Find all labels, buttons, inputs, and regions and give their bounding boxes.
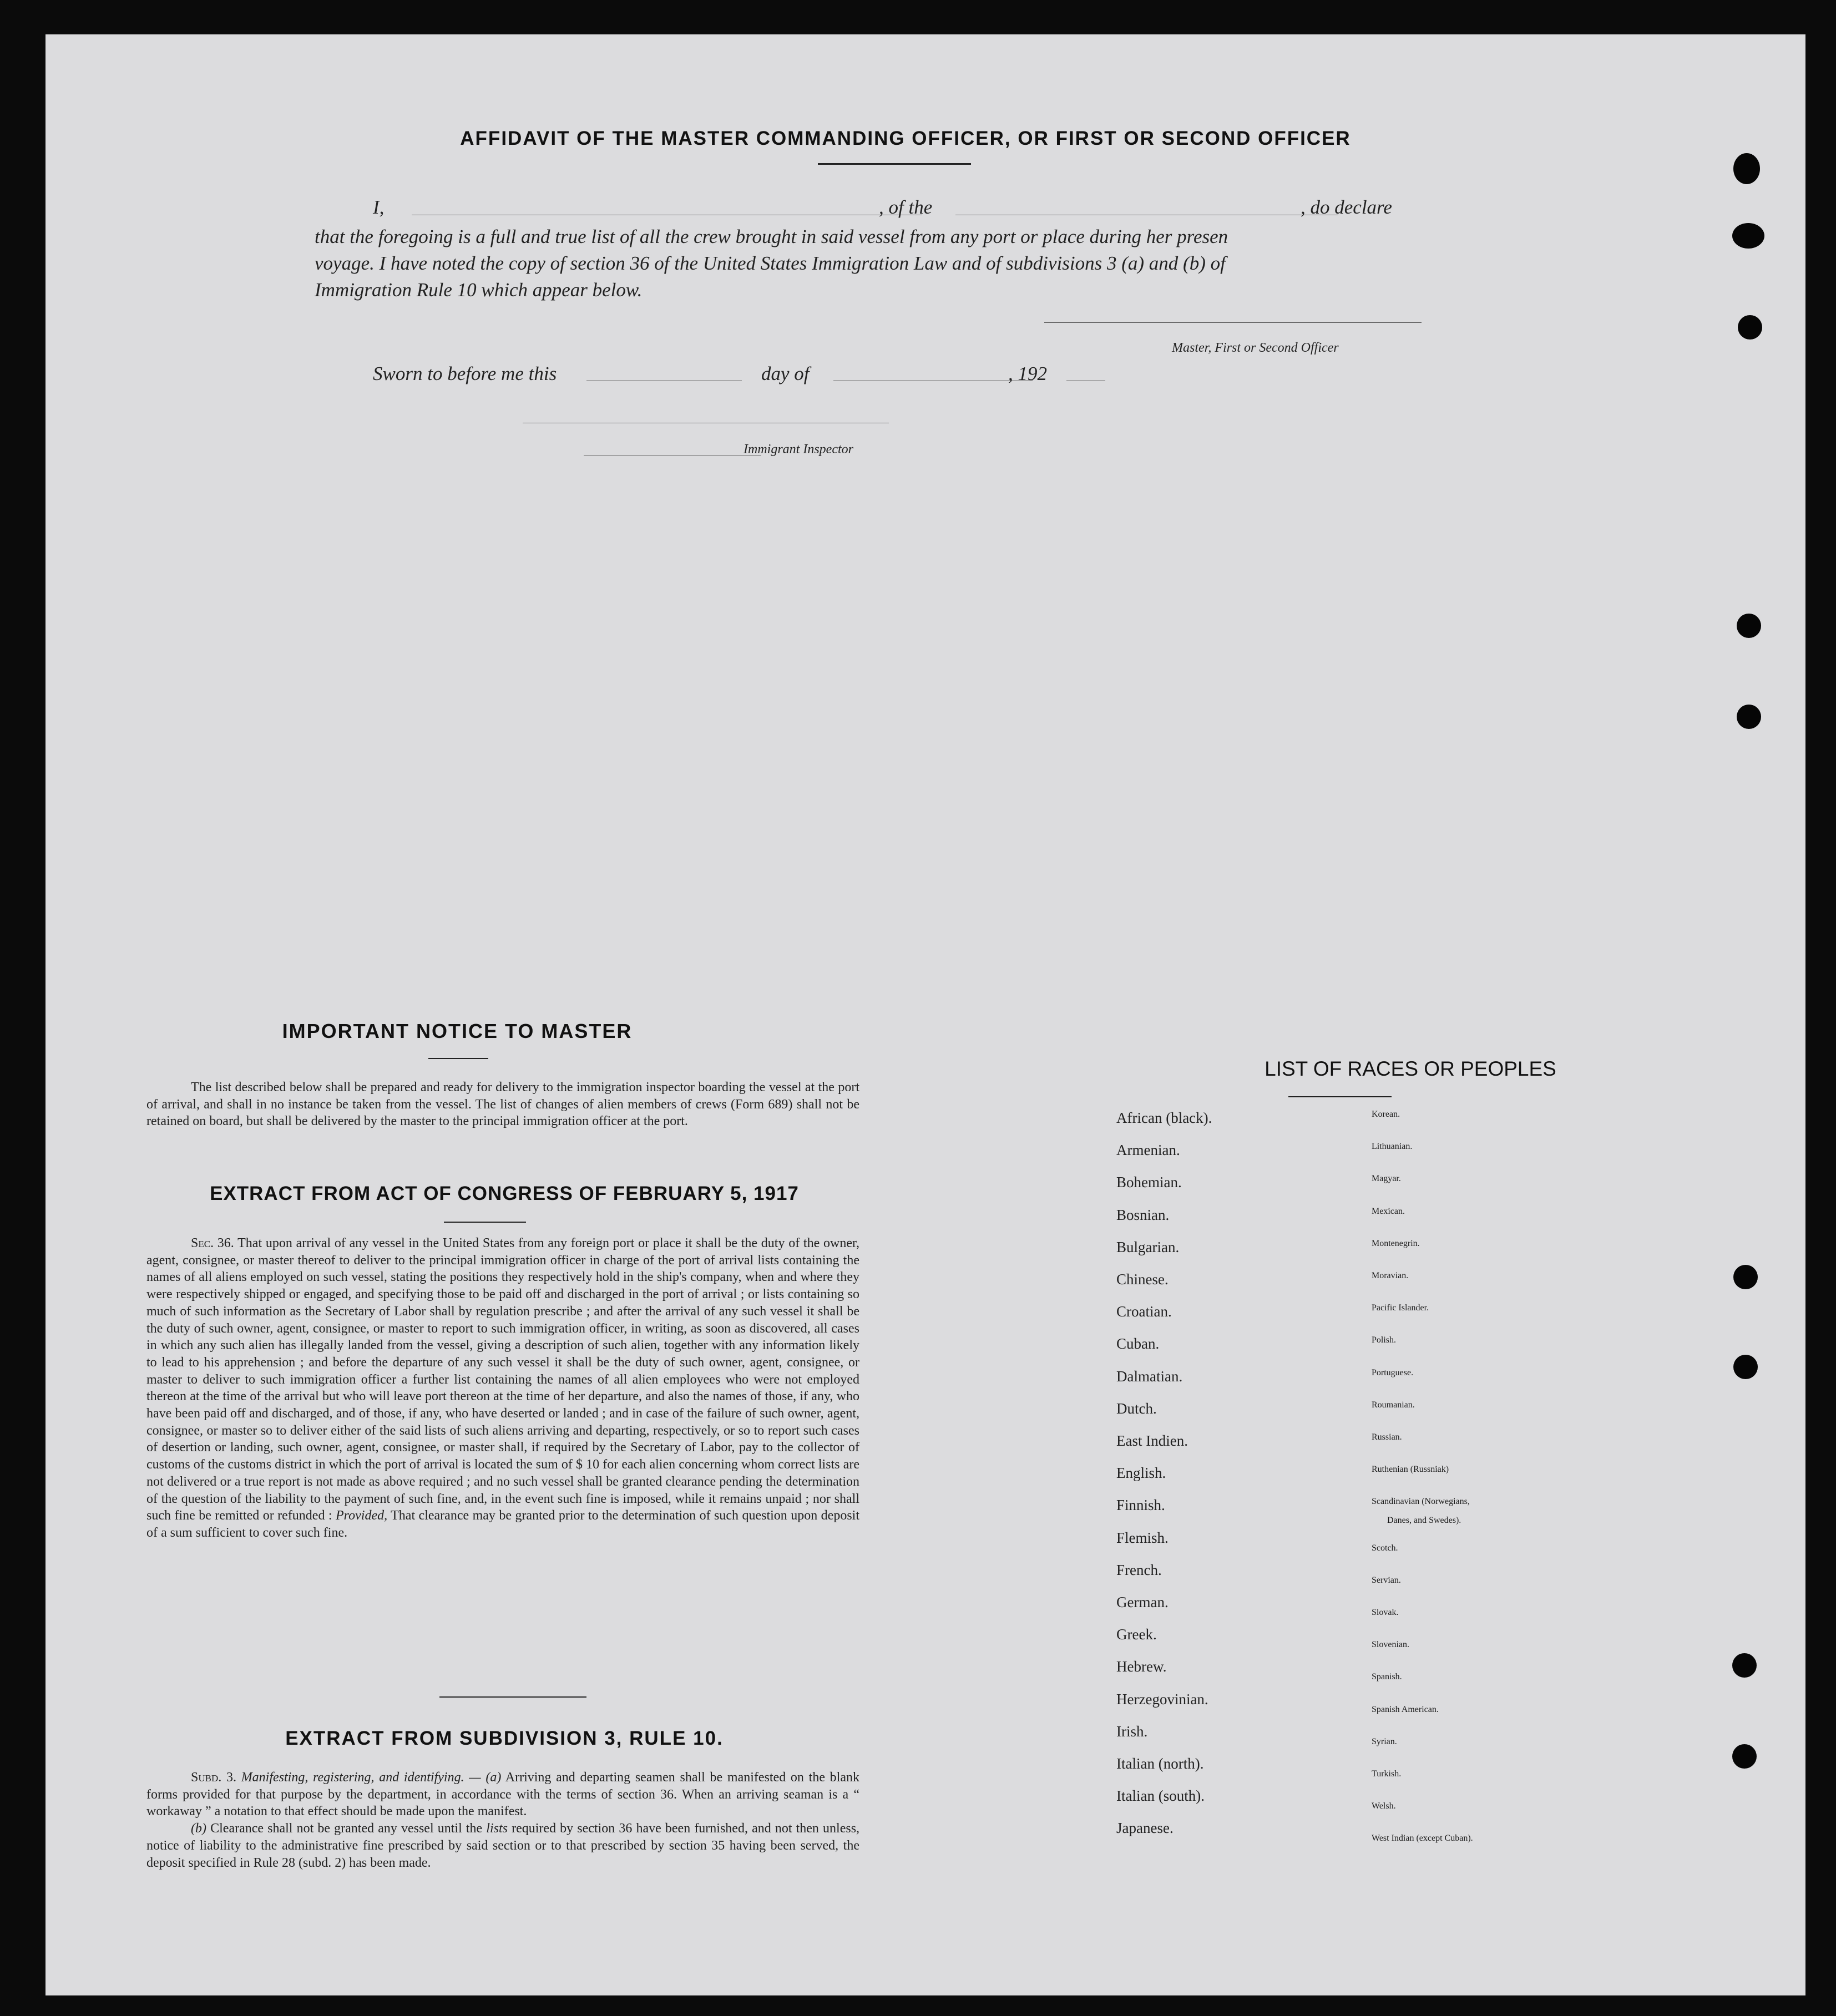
punch-hole	[1737, 614, 1761, 638]
para-b-text-1: Clearance shall not be granted any vessel until the	[210, 1821, 483, 1836]
race-item: Korean.	[1372, 1110, 1400, 1119]
punch-hole	[1732, 1744, 1757, 1769]
punch-hole	[1738, 315, 1762, 340]
race-item: Scandinavian (Norwegians,	[1372, 1497, 1470, 1507]
race-item: French.	[1116, 1561, 1162, 1578]
race-item: Servian.	[1372, 1575, 1401, 1585]
race-item: Lithuanian.	[1372, 1142, 1413, 1152]
para-a-text: Arriving and departing seamen shall be manifested on the blank forms provided for that purpose by the department, in accordance with the terms of section 36. When an arriving seaman is a “ workaway ” a notation to that effect should be made upon the manifest.	[146, 1770, 860, 1819]
race-item: Hebrew.	[1116, 1658, 1167, 1675]
affidavit-do-declare-label: , do declare	[1301, 196, 1392, 218]
race-item: Bulgarian.	[1116, 1238, 1180, 1255]
day-of-label: day of	[761, 363, 810, 384]
race-item: Scotch.	[1372, 1543, 1398, 1553]
race-item: Ruthenian (Russniak)	[1372, 1465, 1449, 1475]
race-item: Mexican.	[1372, 1206, 1405, 1216]
affidavit-body-line1: that the foregoing is a full and true list of all the crew brought in said vessel from any port or place during her presen	[315, 226, 1228, 247]
punch-hole	[1733, 153, 1760, 184]
race-item: Bosnian.	[1116, 1206, 1170, 1223]
punch-hole	[1733, 1355, 1758, 1379]
race-item: Bohemian.	[1116, 1174, 1182, 1191]
punch-hole	[1737, 705, 1761, 729]
notice-text: The list described below shall be prepared and ready for delivery to the immigration inspector boarding the vessel at the port of arrival, and shall in no instance be taken from the vessel. The list of changes of alien members of crews (Form 689) shall not be retained on board, but shall be delivered by the master to the principal immigration officer at the port.	[146, 1080, 859, 1129]
race-item: Pacific Islander.	[1372, 1303, 1429, 1313]
rule-extract-text	[146, 1769, 859, 1871]
race-item: Finnish.	[1116, 1497, 1165, 1514]
race-item: Portuguese.	[1372, 1367, 1414, 1377]
provided-label: Provided,	[336, 1508, 388, 1523]
master-signature-line	[1044, 322, 1422, 323]
race-item: Croatian.	[1116, 1303, 1172, 1320]
race-item: Montenegrin.	[1372, 1238, 1420, 1248]
race-item: Slovenian.	[1372, 1640, 1409, 1650]
affidavit-body-line2: voyage. I have noted the copy of section 36 of the United States Immigration Law and of subdivisions 3 (a) and (b) of	[315, 252, 1226, 274]
punch-hole	[1733, 1265, 1758, 1289]
affidavit-title: AFFIDAVIT OF THE MASTER COMMANDING OFFICER, OR FIRST OR SECOND OFFICER	[460, 128, 1351, 149]
document-page	[45, 34, 1805, 1995]
race-item: Spanish.	[1372, 1672, 1402, 1682]
sec-36-label: Sec. 36.	[191, 1236, 234, 1250]
punch-hole	[1732, 1653, 1757, 1678]
race-item: Dalmatian.	[1116, 1367, 1183, 1385]
year-label: , 192	[1008, 363, 1047, 384]
race-item: African (black).	[1116, 1110, 1212, 1126]
race-item: Spanish American.	[1372, 1704, 1439, 1714]
act-end-rule	[439, 1696, 586, 1698]
subd-title: Manifesting, registering, and identifying.	[241, 1770, 464, 1785]
race-item: Moravian.	[1372, 1271, 1409, 1280]
sec-36-text: That upon arrival of any vessel in the United States from any foreign port or place it shall be the duty of the owner, agent, consignee, or master thereof to deliver to the principal immigration officer in charge of the port of arrival lists containing the names of all aliens employed on such vessel, stating the positions they respectively hold in the ship's company, when and where they were respectively shipped or engaged, and specifying those to be paid off and discharged in the port of arrival ; or lists containing so much of such information as the Secretary of Labor shall by regulation prescribe ; and after the arrival of any such vessel it shall be the duty of such owner, agent, consignee, or master to report to such immigration officer, in writing, as soon as discovered, all cases in which any such alien has illegally landed from the vessel, giving a description of such alien, together with any information likely to lead to his apprehension ; and before the departure of any such vessel it shall be the duty of such owner, agent, consignee, or master to deliver to such immigration officer a further list containing the names of all alien employees who were not employed thereon at the time of the arrival but who will leave port thereon at the time of her departure, and also the names of those, if any, who have been paid off and discharged, and of those, if any, who have deserted or landed ; and in case of the failure of such owner, agent, consignee, or master so to deliver either of the said lists of such aliens arriving and departing, respectively, or so to report such cases of desertion or landing, such owner, agent, consignee, or master shall, if required by the Secretary of Labor, pay to the collector of customs of the customs district in which the port of arrival is located the sum of $ 10 for each alien concerning whom correct lists are not delivered or a true report is not made as above required ; and no such vessel shall be granted clearance pending the determination of the question of the liability to the payment of such fine, and, in the event such fine is imposed, while it remains unpaid ; nor shall such fine be remitted or refunded :	[146, 1236, 860, 1523]
punch-hole	[1732, 223, 1764, 249]
race-item: Greek.	[1116, 1626, 1157, 1643]
sworn-label: Sworn to before me this	[373, 363, 557, 384]
para-a-label: — (a)	[469, 1770, 502, 1785]
notice-title: IMPORTANT NOTICE TO MASTER	[282, 1020, 633, 1042]
race-item: Danes, and Swedes).	[1387, 1515, 1461, 1525]
rule-extract-title: EXTRACT FROM SUBDIVISION 3, RULE 10.	[285, 1728, 724, 1749]
race-item: Italian (north).	[1116, 1755, 1204, 1772]
race-item: Turkish.	[1372, 1769, 1402, 1779]
race-item: Russian.	[1372, 1432, 1402, 1442]
race-item: Japanese.	[1116, 1820, 1174, 1837]
race-item: Herzegovinian.	[1116, 1690, 1208, 1708]
race-item: Armenian.	[1116, 1142, 1180, 1159]
race-item: Cuban.	[1116, 1335, 1160, 1353]
race-item: East Indien.	[1116, 1432, 1188, 1449]
sec-36-text-end: That clearance may be granted prior to the determination of such question upon deposit of a sum sufficient to cover such fine.	[146, 1508, 860, 1540]
master-signature-label: Master, First or Second Officer	[1172, 341, 1339, 355]
subd-label: Subd. 3.	[191, 1770, 236, 1785]
para-b-lists: lists	[486, 1821, 508, 1836]
affidavit-body-line3: Immigration Rule 10 which appear below.	[315, 279, 643, 301]
para-b-label: (b)	[191, 1821, 206, 1836]
act-extract-text	[146, 1235, 859, 1542]
race-item: German.	[1116, 1594, 1169, 1610]
race-item: West Indian (except Cuban).	[1372, 1833, 1473, 1843]
race-item: Chinese.	[1116, 1271, 1169, 1288]
race-item: English.	[1116, 1465, 1166, 1482]
race-item: Polish.	[1372, 1335, 1397, 1345]
affidavit-of-the-label: , of the	[879, 196, 933, 218]
races-title: LIST OF RACES OR PEOPLES	[1265, 1057, 1556, 1080]
race-item: Welsh.	[1372, 1801, 1396, 1811]
notice-title-underline	[428, 1058, 488, 1059]
race-item: Dutch.	[1116, 1400, 1157, 1417]
race-item: Slovak.	[1372, 1608, 1399, 1617]
race-item: Italian (south).	[1116, 1787, 1205, 1805]
race-item: Magyar.	[1372, 1174, 1401, 1184]
races-title-underline	[1288, 1096, 1392, 1097]
race-item: Irish.	[1116, 1723, 1148, 1740]
inspector-label: Immigrant Inspector	[743, 442, 853, 457]
title-underline	[818, 163, 971, 165]
race-item: Syrian.	[1372, 1736, 1397, 1746]
act-title-underline	[444, 1222, 526, 1223]
race-item: Roumanian.	[1372, 1400, 1415, 1410]
affidavit-i-label: I,	[373, 196, 385, 218]
para-b-text-2: required by section 36 have been furnished, and not then unless, notice of liability to the administrative fine prescribed by said section or to that prescribed by section 35 having been served, the deposit specified in Rule 28 (subd. 2) has been made.	[146, 1821, 860, 1870]
race-item: Flemish.	[1116, 1529, 1169, 1546]
act-extract-title: EXTRACT FROM ACT OF CONGRESS OF FEBRUARY 5, 1917	[210, 1183, 799, 1204]
